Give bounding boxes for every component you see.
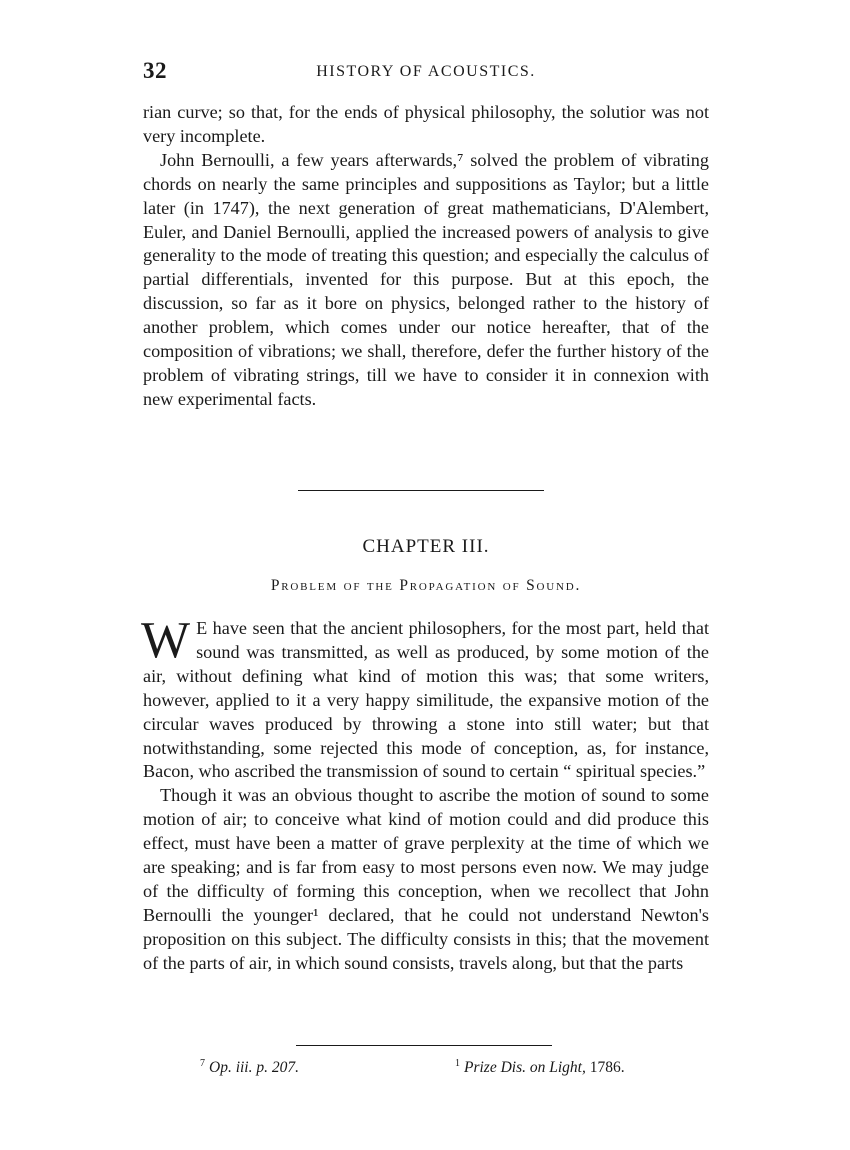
continued-text-block [143,101,709,412]
footnote-year: 1786. [589,1059,625,1077]
section-divider [298,490,544,491]
paragraph: Though it was an obvious thought to ascribe the motion of sound to some motion of air; to conceive what kind of motion could and did produce this effect, must have been a matter of grave perplexity at the time of which we are speaking; and is far from easy to most persons even now. We may judge of the difficulty of forming this conception, when we recollect that John Bernoulli the younger¹ declared, that he could not understand Newton's proposition on this subject. The difficulty consists in this; that the movement of the parts of air, in which sound consists, travels along, but that the parts [143,785,709,973]
page-header [143,58,709,88]
page-number: 32 [143,58,167,83]
footnote [200,1058,299,1077]
footnote-divider [296,1045,552,1046]
chapter-text-block [141,612,709,976]
footnotes [143,1058,709,1080]
footnote-text: Op. iii. p. 207. [209,1059,299,1077]
chapter-subtitle: Problem of the Propagation of Sound. [270,577,582,594]
paragraph: John Bernoulli, a few years afterwards,⁷ solved the problem of vibrating chords on nearly the same principles and suppositions as Taylor; but a little later (in 1747), the next generation of great mathematicians, D'Alembert, Euler, and Daniel Bernoulli, applied the increased powers of analysis to give generality to the mode of treating this question; and especially the calculus of partial differentials, invented for this purpose. But at this epoch, the discussion, so far as it bore on physics, belonged rather to the history of another problem, which comes under our notice hereafter, that of the composition of vibrations; we shall, therefore, defer the further history of the problem of vibrating strings, till we have to consider it in connexion with new experimental facts. [143,149,709,409]
footnote-marker: 7 [200,1058,205,1069]
paragraph: rian curve; so that, for the ends of physical philosophy, the solutior was not very incomplete. [143,102,709,146]
running-head: HISTORY OF ACOUSTICS. [316,63,536,80]
drop-cap: W [141,612,191,669]
paragraph-text: E have seen that the ancient philosophers, for the most part, held that sound was transmitted, as well as produced, by some motion of the air, without defining what kind of motion this was; that some writers, however, applied to it a very happy similitude, the expansive motion of the circular waves produced by throwing a stone into still water; but that notwithstanding, some rejected this mode of conception, as, for instance, Bacon, who ascribed the transmission of sound to certain “ spiritual species.” [143,618,709,782]
footnote [455,1058,625,1077]
chapter-title: CHAPTER III. [362,536,490,557]
footnote-marker: 1 [455,1058,460,1069]
paragraph [141,612,709,784]
footnote-text: Prize Dis. on Light, [464,1059,586,1077]
